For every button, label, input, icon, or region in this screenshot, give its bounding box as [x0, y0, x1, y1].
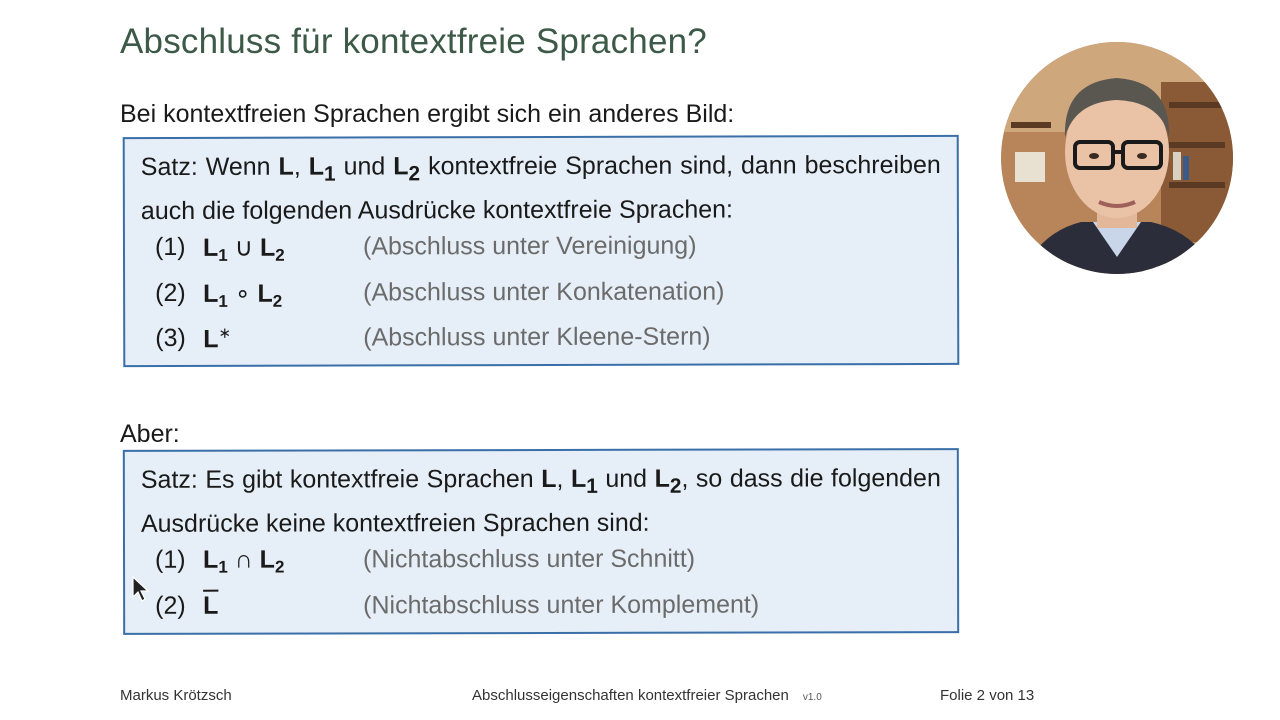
- item-description: (Abschluss unter Konkatenation): [363, 277, 725, 307]
- footer-lecture: [472, 687, 822, 704]
- presenter-avatar: [1001, 42, 1233, 274]
- theorem-rest: kontextfreie Sprachen sind, dann beschreiben auch die folgenden Ausdrücke kontextfreie Sprachen:: [140, 150, 941, 226]
- slide-title: Abschluss für kontextfreie Sprachen?: [120, 22, 707, 61]
- theorem-rest: , so dass die folgenden Ausdrücke keine kontextfreien Sprachen sind:: [140, 464, 941, 538]
- theorem-statement: Satz: Wenn L, $L_1$ und $L_2$ kontextfreie Sprachen sind, dann beschreiben auch die folgenden Ausdrücke kontextfreie Sprachen:: [140, 150, 941, 226]
- theorem-box-closure: [123, 135, 960, 367]
- item-number: (1): [154, 232, 186, 262]
- item-expression: $L_1$ ∪ $L_2$: [202, 233, 285, 265]
- subscript-1: 1: [323, 162, 336, 186]
- word-und: und: [335, 152, 394, 181]
- item-description: (Nichtabschluss unter Schnitt): [363, 544, 696, 574]
- theorem-prefix: Satz: Wenn: [140, 152, 279, 182]
- concat-operator: ∘: [234, 279, 251, 308]
- item-description: (Abschluss unter Vereinigung): [362, 231, 697, 261]
- version-label: v1.0: [802, 692, 822, 703]
- presenter-webcam: [1001, 42, 1233, 274]
- item-number: (1): [155, 545, 186, 574]
- item-expression: $L_1$ ∘ $L_2$: [203, 279, 283, 311]
- footer-slide-number: Folie 2 von 13: [940, 687, 1035, 704]
- footer-author: Markus Krötzsch: [120, 687, 232, 704]
- theorem-prefix: Satz: Es gibt kontextfreie Sprachen: [140, 464, 542, 494]
- complement-L: $\overline{L}$: [203, 591, 219, 620]
- symbol-L1: L: [308, 152, 325, 181]
- subscript-2: 2: [408, 162, 421, 186]
- symbol-L2: L: [393, 152, 409, 181]
- kleene-star: ∗: [218, 324, 232, 342]
- item-number: (2): [155, 591, 186, 620]
- item-expression: [203, 592, 218, 621]
- intersection-operator: ∩: [234, 545, 253, 574]
- intro-text: Bei kontextfreien Sprachen ergibt sich ein anderes Bild:: [120, 100, 735, 128]
- item-description: (Abschluss unter Kleene-Stern): [363, 322, 711, 352]
- theorem-statement: Satz: Es gibt kontextfreie Sprachen L, $L_1$ und $L_2$, so dass die folgenden Ausdrücke keine kontextfreien Sprachen sind:: [140, 464, 941, 538]
- aber-label: Aber:: [120, 420, 180, 448]
- item-description: (Nichtabschluss unter Komplement): [363, 590, 760, 620]
- theorem-box-nonclosure: [123, 448, 959, 635]
- union-operator: ∪: [234, 233, 254, 262]
- item-expression: $L_1$ ∩ $L_2$: [203, 545, 285, 577]
- item-number: (3): [155, 323, 186, 353]
- item-expression: L∗: [203, 324, 232, 354]
- lecture-title: Abschlusseigenschaften kontextfreier Sprachen: [472, 687, 789, 704]
- symbol-L: L: [278, 152, 294, 181]
- item-number: (2): [155, 278, 186, 308]
- mouse-cursor-icon: [131, 575, 151, 603]
